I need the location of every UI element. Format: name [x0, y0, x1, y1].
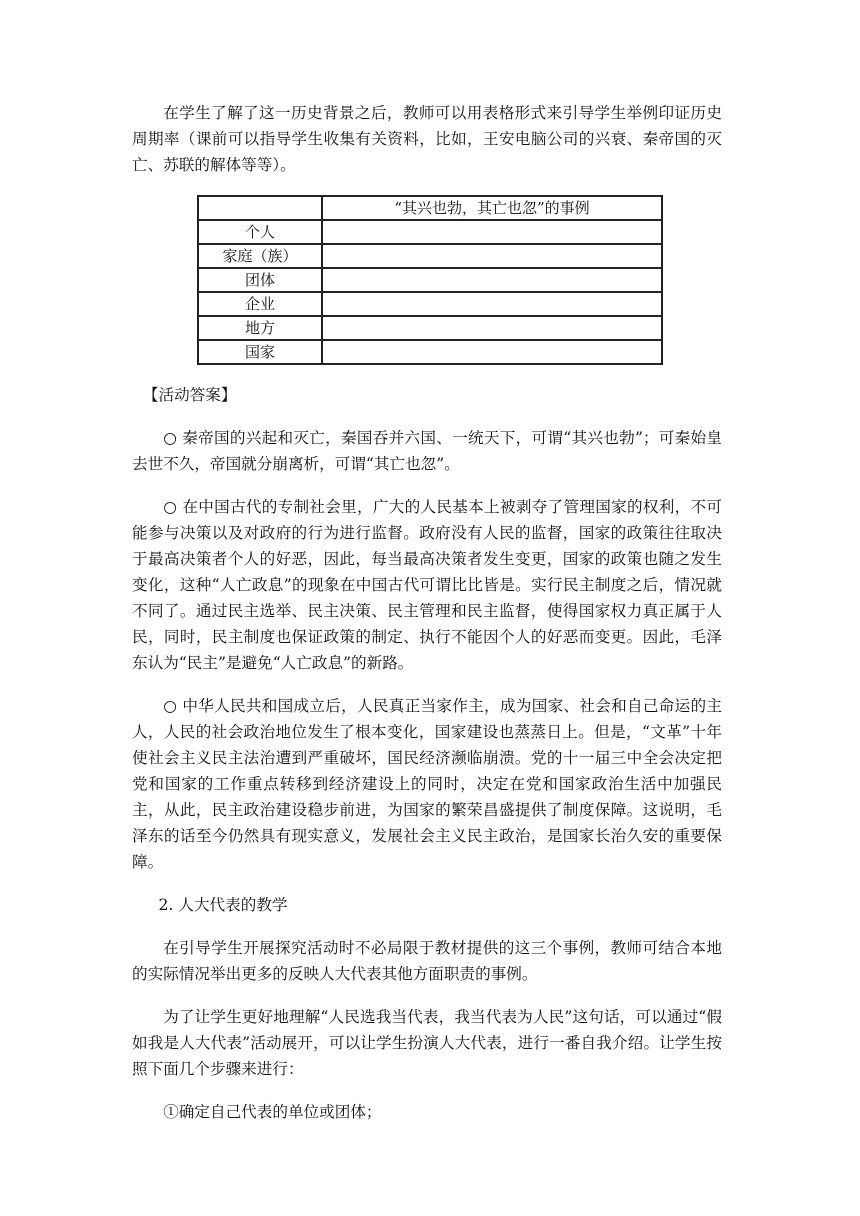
table-row	[198, 220, 662, 244]
table-row	[198, 340, 662, 364]
row-label: 团体	[198, 268, 322, 292]
row-value	[322, 220, 662, 244]
row-label: 企业	[198, 292, 322, 316]
row-value	[322, 244, 662, 268]
table-header-examples: “其兴也勃，其亡也忽”的事例	[322, 196, 662, 220]
row-label: 国家	[198, 340, 322, 364]
table-header-row	[198, 196, 662, 220]
answer-paragraph-2: ○ 在中国古代的专制社会里，广大的人民基本上被剥夺了管理国家的权利，不可能参与决策以及对政府的行为进行监督。政府没有人民的监督，国家的政策往往取决于最高决策者个人的好恶，因此，每当最高决策者发生变更，国家的政策也随之发生变化，这种“人亡政息”的现象在中国古代可谓比比皆是。实行民主制度之后，情况就不同了。通过民主选举、民主决策、民主管理和民主监督，使得国家权力真正属于人民，同时，民主制度也保证政策的制定、执行不能因个人的好恶而变更。因此，毛泽东认为“民主”是避免“人亡政息”的新路。	[132, 498, 722, 672]
row-label: 个人	[198, 220, 322, 244]
row-value	[322, 316, 662, 340]
answer-label: 【活动答案】	[142, 386, 237, 404]
row-label: 地方	[198, 316, 322, 340]
examples-table	[197, 195, 663, 365]
answer-paragraph-1: ○ 秦帝国的兴起和灭亡，秦国吞并六国、一统天下，可谓“其兴也勃”；可秦始皇去世不久，帝国就分崩离析，可谓“其亡也忽”。	[132, 429, 722, 473]
table-row	[198, 268, 662, 292]
intro-paragraph: 在学生了解了这一历史背景之后，教师可以用表格形式来引导学生举例印证历史周期率（课前可以指导学生收集有关资料，比如，王安电脑公司的兴衰、秦帝国的灭亡、苏联的解体等等）。	[132, 104, 722, 174]
table-row	[198, 244, 662, 268]
row-value	[322, 268, 662, 292]
table-header-blank	[198, 196, 322, 220]
table-row	[198, 292, 662, 316]
body-paragraph-1: 在引导学生开展探究活动时不必局限于教材提供的这三个事例，教师可结合本地的实际情况举出更多的反映人大代表其他方面职责的事例。	[132, 939, 722, 983]
answer-paragraph-3: ○ 中华人民共和国成立后，人民真正当家作主，成为国家、社会和自己命运的主人，人民的社会政治地位发生了根本变化，国家建设也蒸蒸日上。但是，“文革”十年使社会主义民主法治遭到严重破坏，国民经济濒临崩溃。党的十一届三中全会决定把党和国家的工作重点转移到经济建设上的同时，决定在党和国家政治生活中加强民主，从此，民主政治建设稳步前进，为国家的繁荣昌盛提供了制度保障。这说明，毛泽东的话至今仍然具有现实意义，发展社会主义民主政治，是国家长治久安的重要保障。	[132, 697, 722, 871]
row-label: 家庭（族）	[198, 244, 322, 268]
row-value	[322, 340, 662, 364]
body-paragraph-2: 为了让学生更好地理解“人民选我当代表，我当代表为人民”这句话，可以通过“假如我是人大代表”活动展开，可以让学生扮演人大代表，进行一番自我介绍。让学生按照下面几个步骤来进行：	[132, 1008, 722, 1078]
document-body	[132, 100, 722, 1125]
row-value	[322, 292, 662, 316]
step-item-1: ①确定自己代表的单位或团体；	[163, 1103, 382, 1121]
table-row	[198, 316, 662, 340]
section-heading: 2. 人大代表的教学	[158, 896, 288, 914]
